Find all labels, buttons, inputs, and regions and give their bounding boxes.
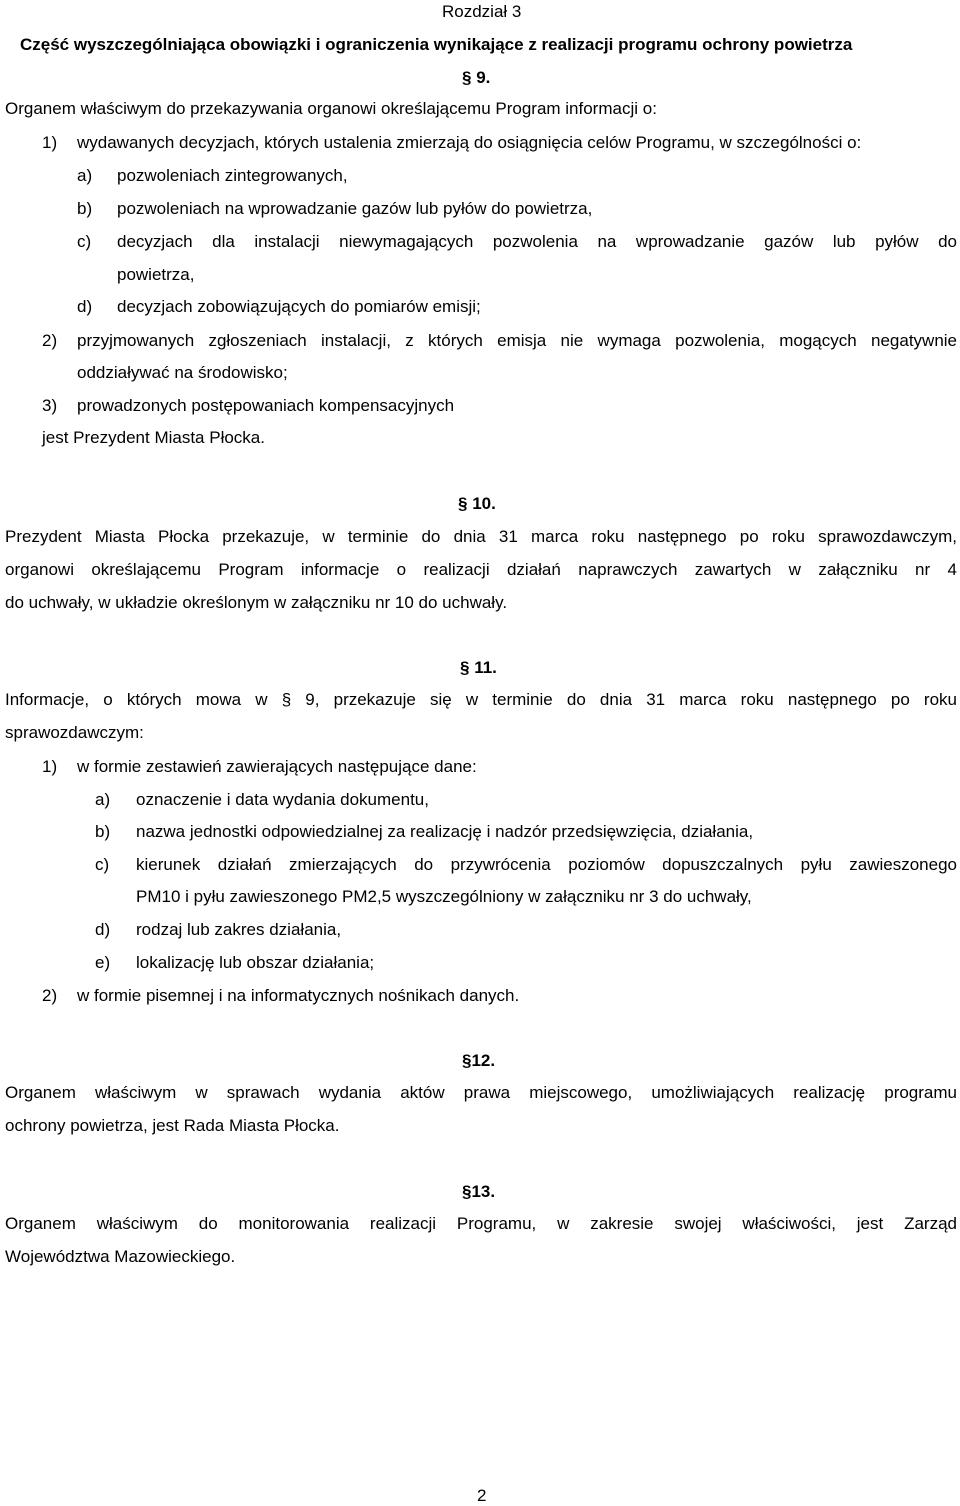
list-item-text: pozwoleniach zintegrowanych, [117,166,348,185]
section-number: 11. [474,658,497,677]
section-13-heading [462,1182,495,1202]
list-item-text: pozwoleniach na wprowadzanie gazów lub pyłów do powietrza, [117,199,593,218]
section-number: 9. [476,68,491,87]
list-marker: c) [95,855,110,874]
list-item-text: wydawanych decyzjach, których ustalenia zmierzają do osiągnięcia celów Programu, w szczególności o: [77,133,862,152]
list-item-text: w formie zestawień zawierających następujące dane: [77,757,477,776]
page-number: 2 [477,1486,487,1505]
section-12-heading [462,1051,495,1071]
list-item-text: kierunek działań zmierzających do przywrócenia poziomów dopuszczalnych pyłu zawieszonego [136,855,957,874]
list-item-text: w formie pisemnej i na informatycznych nośnikach danych. [77,986,520,1005]
list-item-text: przyjmowanych zgłoszeniach instalacji, z których emisja nie wymaga pozwolenia, mogących negatywnie [77,331,957,350]
list-marker: 2) [42,331,58,350]
list-item-text: decyzjach zobowiązujących do pomiarów emisji; [117,297,481,316]
section-number: 13. [471,1182,496,1201]
list-item-text-continued: powietrza, [117,265,195,284]
section-9-closing: jest Prezydent Miasta Płocka. [42,428,265,447]
section-sign: § [460,658,470,677]
section-13-paragraph-line: Województwa Mazowieckiego. [5,1247,236,1266]
section-number: 10. [472,494,496,513]
section-11-heading [460,658,497,678]
section-number: 12. [471,1051,496,1070]
section-sign: § [462,1182,472,1201]
section-sign: § [462,1051,472,1070]
list-marker: e) [95,953,111,972]
section-10-paragraph-line: Prezydent Miasta Płocka przekazuje, w terminie do dnia 31 marca roku następnego po roku sprawozdawczym, [5,527,957,546]
list-marker: 2) [42,986,58,1005]
list-marker: c) [77,232,92,251]
list-item-text: rodzaj lub zakres działania, [136,920,342,939]
section-10-paragraph-line: do uchwały, w układzie określonym w załączniku nr 10 do uchwały. [5,593,508,612]
list-marker: a) [77,166,93,185]
section-sign: § [458,494,468,513]
section-10-paragraph-line: organowi określającemu Program informacje o realizacji działań naprawczych zawartych w załączniku nr 4 [5,560,957,579]
chapter-label: Rozdział 3 [442,2,522,21]
list-marker: d) [95,920,111,939]
section-12-paragraph-line: ochrony powietrza, jest Rada Miasta Płocka. [5,1116,340,1135]
list-marker: b) [95,822,111,841]
list-marker: 3) [42,396,58,415]
list-marker: 1) [42,757,58,776]
list-marker: d) [77,297,93,316]
list-item-text: prowadzonych postępowaniach kompensacyjnych [77,396,455,415]
section-13-paragraph-line: Organem właściwym do monitorowania realizacji Programu, w zakresie swojej właściwości, jest Zarząd [5,1214,957,1233]
section-9-heading [462,68,490,88]
list-item-text-continued: PM10 i pyłu zawieszonego PM2,5 wyszczególniony w załączniku nr 3 do uchwały, [136,887,752,906]
list-marker: 1) [42,133,58,152]
section-9-intro: Organem właściwym do przekazywania organowi określającemu Program informacji o: [5,99,657,118]
list-item-text: nazwa jednostki odpowiedzialnej za realizację i nadzór przedsięwzięcia, działania, [136,822,754,841]
section-12-paragraph-line: Organem właściwym w sprawach wydania aktów prawa miejscowego, umożliwiających realizację programu [5,1083,957,1102]
section-sign: § [462,68,472,87]
list-item-text-continued: oddziaływać na środowisko; [77,363,288,382]
section-11-paragraph-line: Informacje, o których mowa w § 9, przekazuje się w terminie do dnia 31 marca roku następnego po roku [5,690,957,709]
section-11-paragraph-line: sprawozdawczym: [5,723,144,742]
section-10-heading [458,494,496,514]
list-item-text: decyzjach dla instalacji niewymagających pozwolenia na wprowadzanie gazów lub pyłów do [117,232,957,251]
list-item-text: oznaczenie i data wydania dokumentu, [136,790,429,809]
list-item-text: lokalizację lub obszar działania; [136,953,375,972]
list-marker: b) [77,199,93,218]
list-marker: a) [95,790,111,809]
chapter-title: Część wyszczególniająca obowiązki i ograniczenia wynikające z realizacji programu ochrony powietrza [20,35,853,54]
